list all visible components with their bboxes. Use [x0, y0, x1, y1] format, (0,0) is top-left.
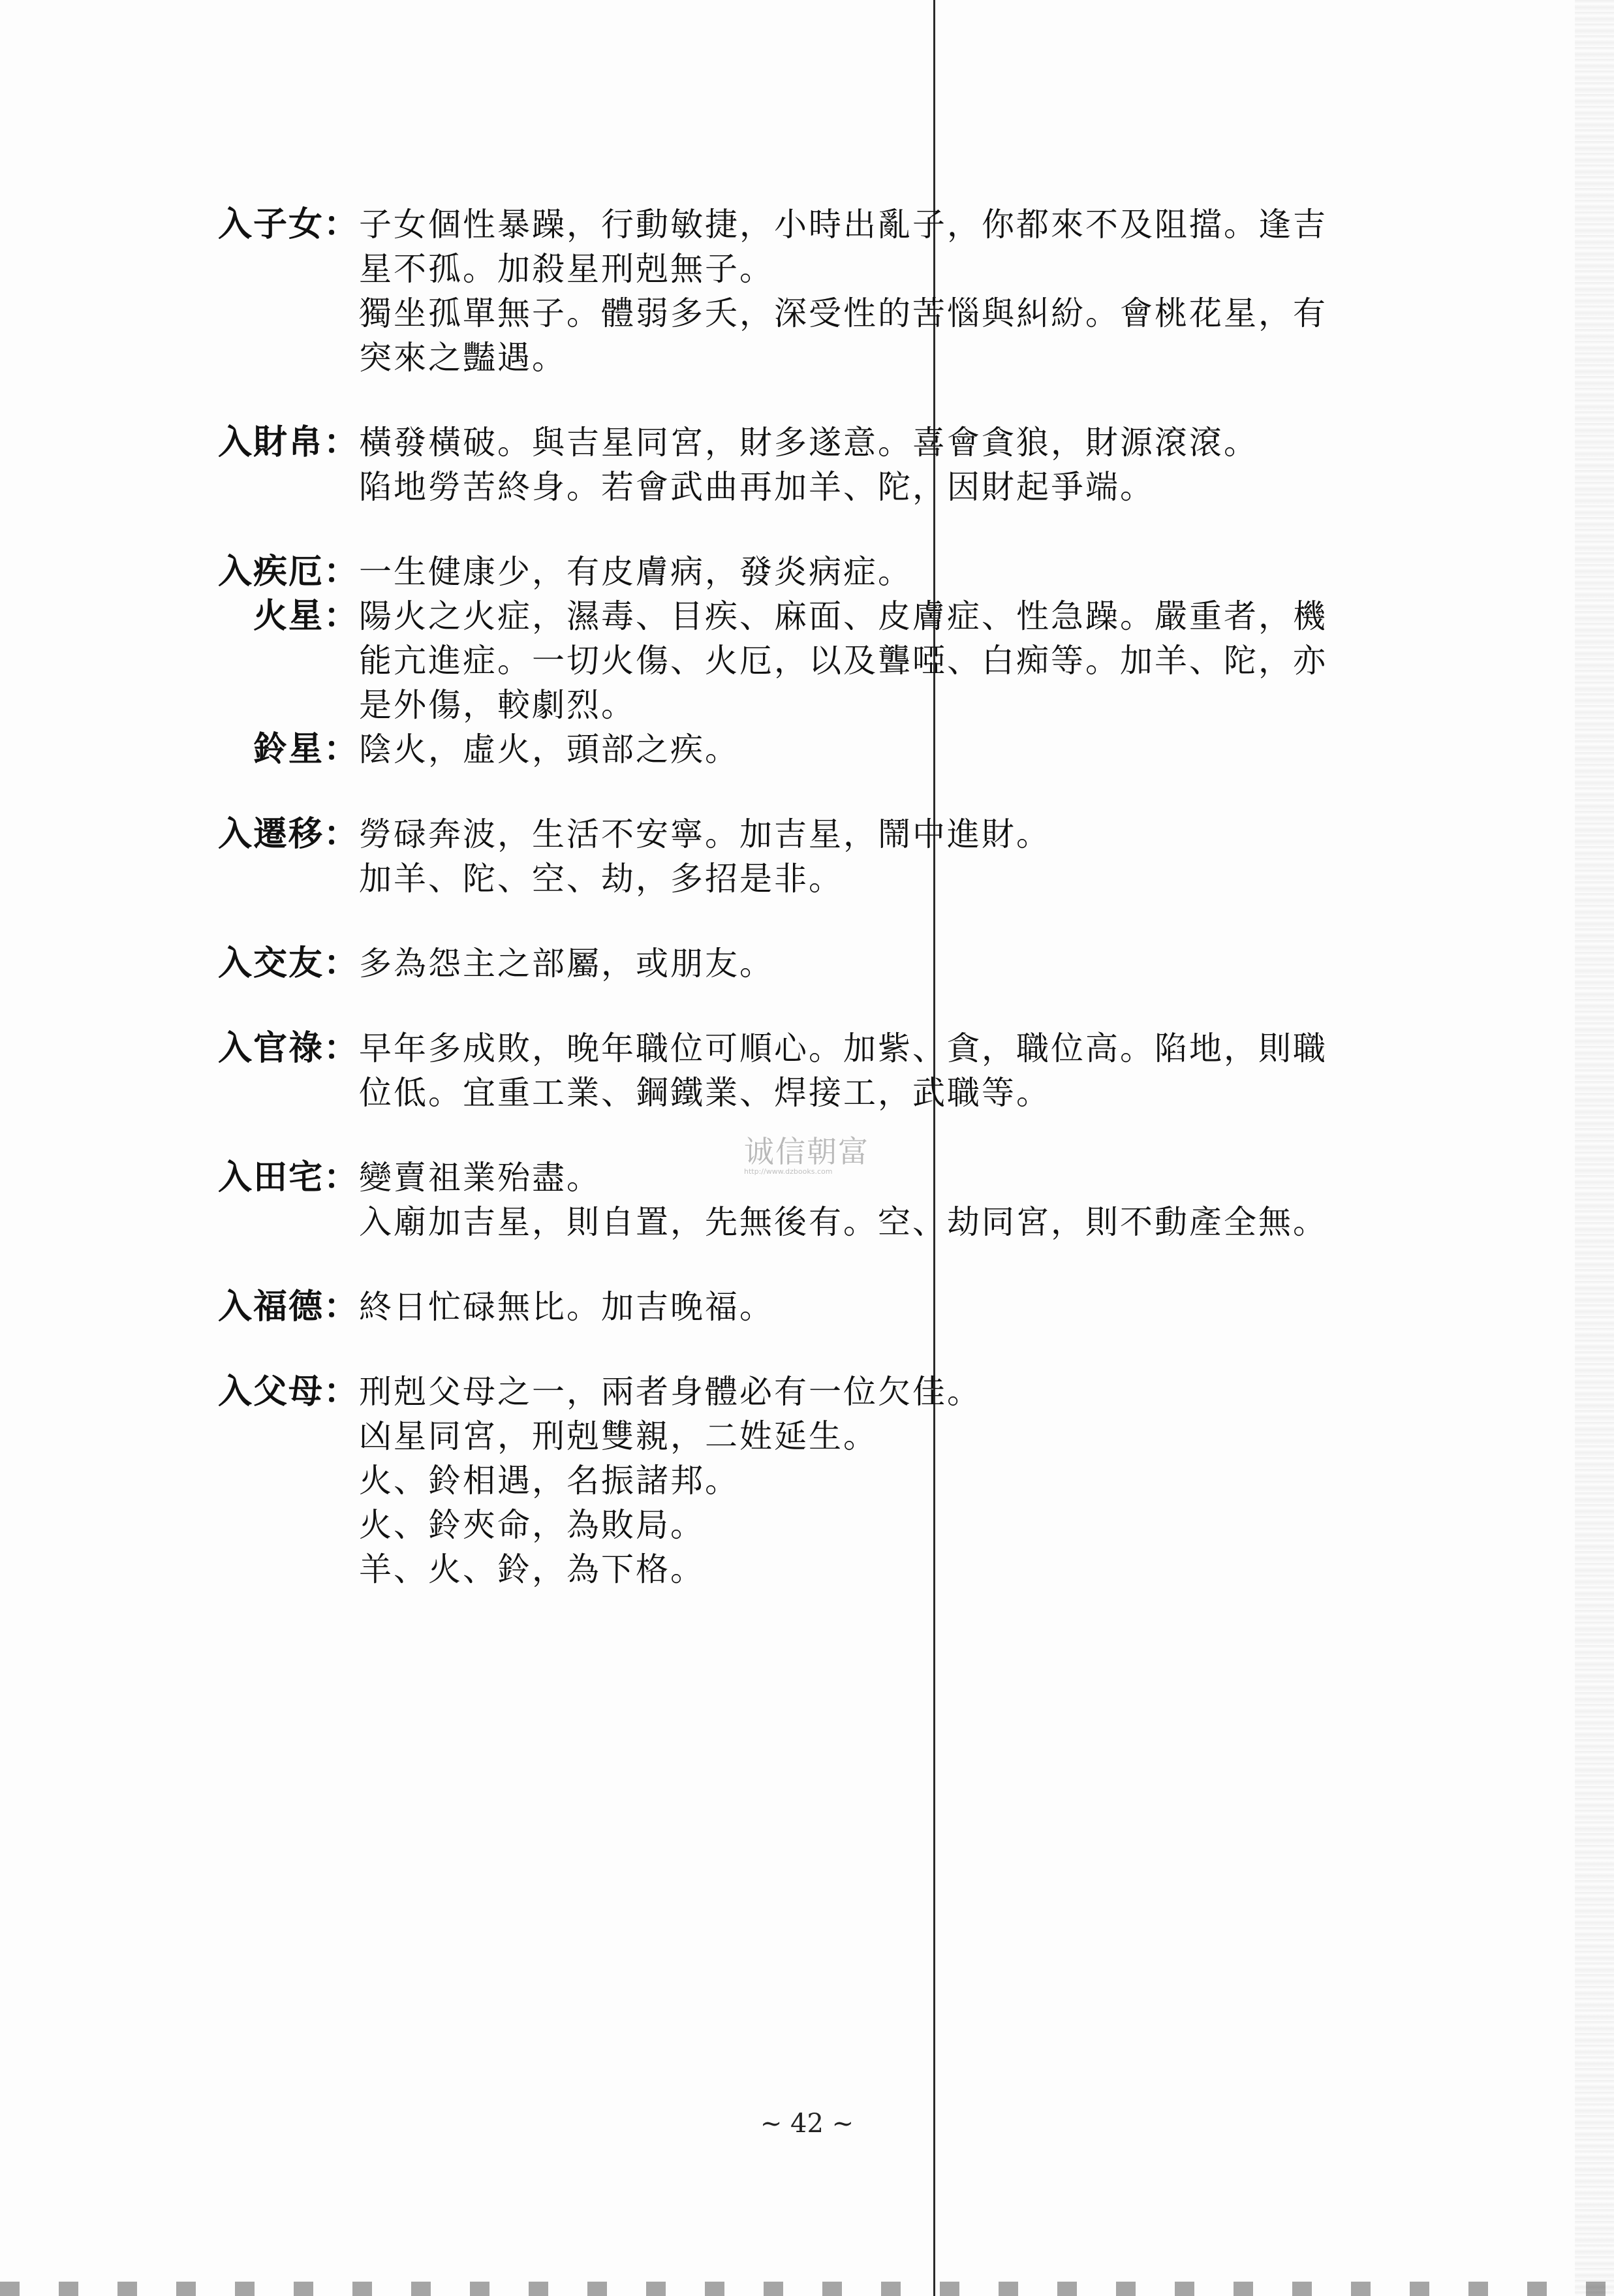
- section-body: [359, 812, 1395, 901]
- text-line: 終日忙碌無比。加吉晚福。: [359, 1288, 774, 1326]
- text-line: 凶星同宮，刑剋雙親，二姓延生。: [359, 1417, 878, 1455]
- sub-section-row: [208, 727, 1395, 772]
- section-heading: 入疾厄：: [217, 552, 359, 591]
- palace-section: [208, 941, 1395, 986]
- text-line: 陷地勞苦終身。若會武曲再加羊、陀，因財起爭端。: [359, 468, 1155, 506]
- text-line: 橫發橫破。與吉星同宮，財多遂意。喜會貪狼，財源滾滾。: [359, 424, 1258, 462]
- text-line: 一生健康少，有皮膚病，發炎病症。: [359, 553, 912, 591]
- text-line: 刑剋父母之一，兩者身體必有一位欠佳。: [359, 1373, 982, 1411]
- section-heading: 入官祿：: [217, 1029, 359, 1068]
- section-heading: 入福德：: [217, 1287, 359, 1327]
- section-heading: 入父母：: [217, 1372, 359, 1411]
- palace-section: [208, 420, 1395, 509]
- text-line: 突來之豔遇。: [359, 339, 566, 377]
- section-row: [208, 420, 1395, 509]
- section-row: [208, 1370, 1395, 1592]
- palace-section: [208, 1026, 1395, 1115]
- section-body: [359, 1156, 1395, 1244]
- text-line: 多為怨主之部屬，或朋友。: [359, 945, 774, 983]
- scan-edge-noise: [1575, 0, 1614, 2296]
- section-row: [208, 550, 1395, 594]
- text-line: 加羊、陀、空、劫，多招是非。: [359, 860, 843, 898]
- sub-section-body: [359, 727, 1395, 772]
- text-line: 子女個性暴躁，行動敏捷，小時出亂子，你都來不及阻擋。逢吉: [359, 206, 1327, 244]
- section-heading: 入子女：: [217, 205, 359, 244]
- main-text: [208, 202, 1395, 1632]
- sub-section-row: [208, 594, 1395, 727]
- section-body: [359, 202, 1395, 380]
- section-heading: 入遷移：: [217, 815, 359, 854]
- page-number: ~ 42 ~: [760, 2109, 854, 2139]
- text-line: 陽火之火症，濕毒、目疾、麻面、皮膚症、性急躁。嚴重者，機: [359, 597, 1327, 635]
- sub-section-heading: 火星：: [253, 597, 359, 636]
- watermark: [744, 1128, 875, 1174]
- section-body: [359, 941, 1395, 986]
- section-row: [208, 812, 1395, 901]
- section-body: [359, 1370, 1395, 1592]
- text-line: 獨坐孤單無子。體弱多夭，深受性的苦惱與糾紛。會桃花星，有: [359, 294, 1327, 332]
- section-body: [359, 420, 1395, 509]
- section-heading: 入田宅：: [217, 1158, 359, 1197]
- section-body: [359, 1026, 1395, 1115]
- text-line: 入廟加吉星，則自置，先無後有。空、劫同宮，則不動產全無。: [359, 1203, 1327, 1241]
- text-line: 羊、火、鈴，為下格。: [359, 1550, 705, 1588]
- scan-bottom-noise: [0, 2282, 1614, 2296]
- section-row: [208, 1026, 1395, 1115]
- palace-section: [208, 1285, 1395, 1329]
- text-line: 星不孤。加殺星刑剋無子。: [359, 250, 774, 288]
- text-line: 陰火，虛火，頭部之疾。: [359, 731, 739, 768]
- text-line: 能亢進症。一切火傷、火厄，以及聾啞、白痴等。加羊、陀，亦: [359, 642, 1327, 680]
- palace-section: [208, 1370, 1395, 1592]
- text-line: 是外傷，較劇烈。: [359, 686, 636, 724]
- watermark-url: http://www.dzbooks.com: [744, 1167, 833, 1176]
- text-line: 位低。宜重工業、鋼鐵業、焊接工，武職等。: [359, 1074, 1051, 1112]
- sub-section-heading: 鈴星：: [253, 730, 359, 769]
- palace-section: [208, 812, 1395, 901]
- palace-section: [208, 202, 1395, 380]
- section-heading: 入財帛：: [217, 423, 359, 462]
- section-row: [208, 202, 1395, 380]
- text-line: 火、鈴相遇，名振諸邦。: [359, 1462, 739, 1500]
- palace-section: [208, 550, 1395, 772]
- section-row: [208, 1285, 1395, 1329]
- section-heading: 入交友：: [217, 944, 359, 983]
- text-line: 勞碌奔波，生活不安寧。加吉星，鬧中進財。: [359, 815, 1051, 853]
- watermark-text: 诚信朝富: [744, 1134, 869, 1169]
- text-line: 變賣祖業殆盡。: [359, 1159, 601, 1197]
- text-line: 早年多成敗，晚年職位可順心。加紫、貪，職位高。陷地，則職: [359, 1030, 1327, 1067]
- sub-section-body: [359, 594, 1395, 727]
- text-line: 火、鈴夾命，為敗局。: [359, 1506, 705, 1544]
- section-row: [208, 941, 1395, 986]
- section-body: [359, 550, 1395, 594]
- section-body: [359, 1285, 1395, 1329]
